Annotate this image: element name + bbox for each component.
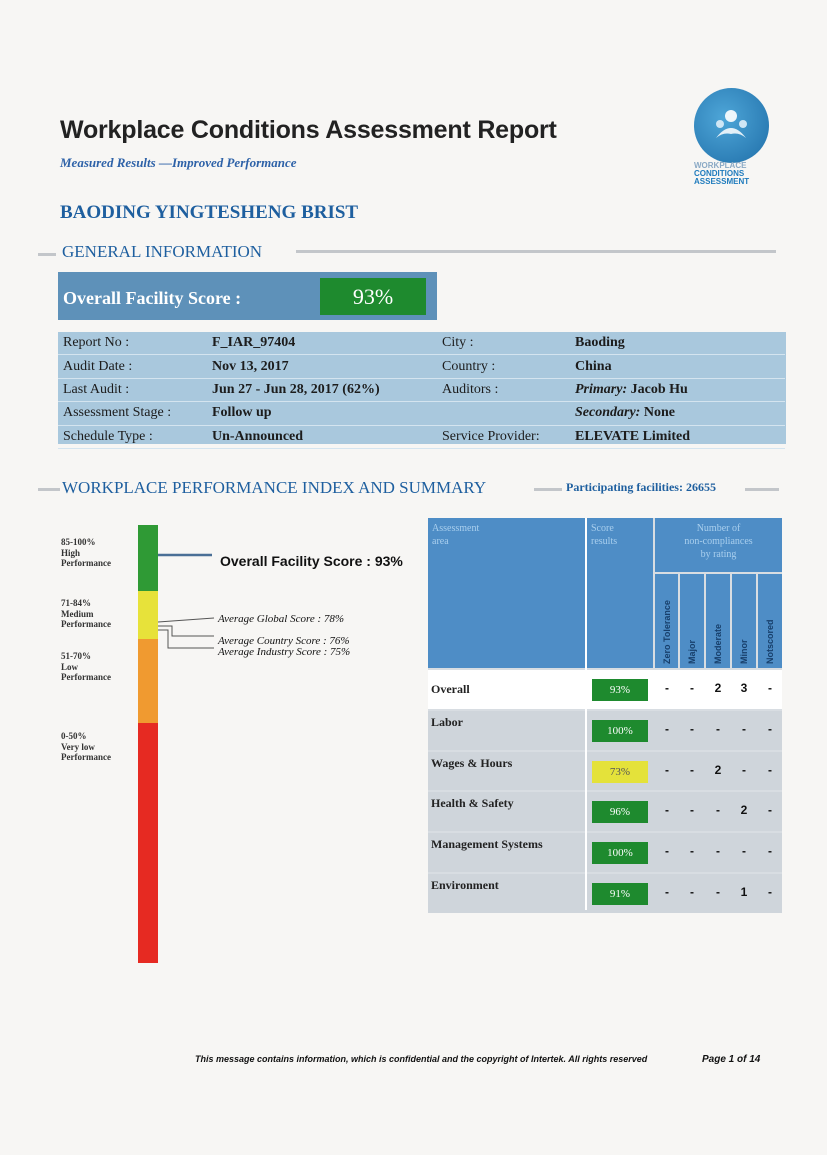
- area-label: Management Systems: [431, 837, 543, 852]
- area-label: Overall: [431, 682, 470, 696]
- info-label: Country :: [437, 355, 570, 378]
- score-pill: 73%: [592, 761, 648, 783]
- info-value: [570, 402, 785, 425]
- divider: [745, 488, 779, 491]
- header-line: by rating: [700, 549, 737, 560]
- info-label: Assessment Stage :: [58, 402, 207, 425]
- info-label: [437, 402, 570, 425]
- nc-count: 2: [714, 762, 722, 777]
- average-country-score: Average Country Score : 76%: [218, 635, 350, 647]
- info-value: Follow up: [207, 402, 437, 425]
- header-line: Assessment: [432, 523, 480, 534]
- info-label: Service Provider:: [437, 425, 570, 448]
- nc-count: 1: [740, 885, 748, 899]
- area-label: Wages & Hours: [431, 755, 513, 770]
- rating-header: [732, 574, 756, 668]
- nc-count: -: [768, 885, 772, 899]
- band-range: 85-100%: [61, 537, 96, 547]
- nc-count: -: [665, 803, 669, 818]
- nc-count: 2: [706, 681, 730, 695]
- info-value: [570, 378, 785, 401]
- nc-count: -: [690, 885, 694, 899]
- nc-count: -: [768, 721, 772, 736]
- nc-count: -: [690, 844, 694, 859]
- score-pill: 96%: [592, 801, 648, 823]
- info-value: ELEVATE Limited: [570, 425, 785, 448]
- nc-count: -: [758, 681, 782, 695]
- logo-text: [694, 162, 774, 186]
- rating-header: [706, 574, 730, 668]
- rating-label: Minor: [739, 639, 749, 664]
- rating-label: Moderate: [713, 623, 723, 664]
- nc-count: -: [690, 721, 694, 736]
- logo-text-line: CONDITIONS: [694, 169, 745, 178]
- copyright-notice: This message contains information, which is confidential and the copyright of Intertek. All rights reserved: [195, 1054, 648, 1064]
- nc-count: -: [768, 844, 772, 859]
- report-title: Workplace Conditions Assessment Report: [60, 116, 557, 144]
- area-label: Environment: [431, 878, 499, 892]
- nc-count: -: [768, 803, 772, 818]
- header-line: non-compliances: [684, 536, 753, 547]
- nc-count: -: [665, 844, 669, 859]
- rating-label: Notscored: [765, 619, 775, 664]
- band-text: Performance: [61, 672, 111, 682]
- info-value: F_IAR_97404: [207, 332, 437, 355]
- nc-header-text: [655, 518, 782, 561]
- table-row: [58, 402, 785, 425]
- score-header-text: [587, 518, 653, 548]
- band-low-bar: [138, 639, 158, 723]
- score-pill: 100%: [592, 720, 648, 742]
- band-label: [61, 598, 111, 630]
- area-label: Health & Safety: [431, 796, 514, 811]
- info-value: Baoding: [570, 332, 785, 355]
- rating-header: [680, 574, 704, 668]
- band-text: Performance: [61, 558, 111, 568]
- nc-count: -: [690, 762, 694, 777]
- nc-count: 2: [740, 803, 748, 818]
- rating-label: Zero Tolerance: [661, 600, 672, 664]
- overall-score-marker-label: Overall Facility Score : 93%: [220, 553, 403, 569]
- divider: [534, 488, 562, 491]
- nc-count: -: [742, 721, 746, 736]
- band-label: [61, 537, 111, 569]
- nc-count: -: [742, 762, 746, 777]
- rating-header: [655, 574, 678, 668]
- overall-score-value: 93%: [320, 278, 426, 315]
- divider: [296, 250, 776, 253]
- nc-count: -: [716, 721, 720, 736]
- band-text: Medium: [61, 608, 94, 619]
- info-value: China: [570, 355, 785, 378]
- header-line: area: [432, 536, 449, 547]
- nc-count: -: [768, 762, 772, 777]
- info-value: Un-Announced: [207, 425, 437, 448]
- nc-count: -: [665, 721, 669, 736]
- band-medium-bar: [138, 591, 158, 639]
- auditor-role: Primary:: [575, 381, 628, 397]
- band-text: Very low: [61, 741, 95, 752]
- logo-text-line: ASSESSMENT: [694, 177, 750, 186]
- info-label: Schedule Type :: [58, 425, 207, 448]
- nc-count: -: [716, 844, 720, 859]
- general-info-heading: GENERAL INFORMATION: [62, 242, 263, 261]
- divider: [38, 488, 60, 491]
- band-label: [61, 731, 111, 763]
- logo-text-line: WORKPLACE: [694, 161, 747, 170]
- wpi-heading: WORKPLACE PERFORMANCE INDEX AND SUMMARY: [62, 478, 487, 497]
- area-header-text: [428, 518, 585, 548]
- info-label: Last Audit :: [58, 378, 207, 401]
- report-subtitle: Measured Results —Improved Performance: [60, 155, 297, 170]
- nc-count: -: [716, 885, 720, 899]
- average-industry-score: Average Industry Score : 75%: [218, 646, 351, 658]
- auditor-name: Jacob Hu: [630, 381, 688, 397]
- band-high-bar: [138, 525, 158, 591]
- info-label: City :: [437, 332, 570, 355]
- table-row: [58, 355, 785, 378]
- nc-count: -: [665, 885, 669, 899]
- page-number: Page 1 of 14: [702, 1054, 761, 1065]
- nc-count: -: [680, 681, 704, 695]
- average-global-score: Average Global Score : 78%: [218, 613, 345, 625]
- nc-count: 3: [732, 681, 756, 695]
- company-name: BAODING YINGTESHENG BRIST: [60, 202, 359, 223]
- column-divider: [585, 518, 587, 910]
- participating-facilities: Participating facilities: 26655: [566, 480, 716, 494]
- band-range: 71-84%: [61, 598, 91, 608]
- overall-score-label: Overall Facility Score :: [63, 288, 242, 308]
- nc-count: -: [690, 803, 694, 818]
- band-range: 0-50%: [61, 731, 87, 741]
- info-value: Nov 13, 2017: [207, 355, 437, 378]
- band-text: High: [61, 547, 81, 558]
- score-pill: 91%: [592, 883, 648, 905]
- band-text: Low: [61, 661, 79, 672]
- general-info-table: [58, 332, 785, 449]
- score-pill: 93%: [592, 679, 648, 701]
- table-row: [58, 378, 785, 401]
- band-text: Performance: [61, 752, 111, 762]
- band-very-low-bar: [138, 723, 158, 963]
- nc-header: [655, 518, 782, 572]
- auditor-role: Secondary:: [575, 405, 641, 421]
- score-pill: 100%: [592, 842, 648, 864]
- area-header: [428, 518, 585, 668]
- info-value: Jun 27 - Jun 28, 2017 (62%): [207, 378, 437, 401]
- nc-count: -: [742, 844, 746, 859]
- rating-label: Major: [687, 639, 697, 664]
- info-label: Audit Date :: [58, 355, 207, 378]
- wca-logo-icon: [694, 88, 769, 163]
- header-line: results: [591, 536, 618, 547]
- info-label: Auditors :: [437, 378, 570, 401]
- divider: [38, 253, 56, 256]
- nc-count: -: [716, 803, 720, 818]
- band-range: 51-70%: [61, 651, 91, 661]
- header-line: Score: [591, 523, 614, 534]
- table-row: [58, 425, 785, 448]
- header-line: Number of: [696, 523, 741, 534]
- auditor-name: None: [643, 405, 675, 421]
- band-text: Performance: [61, 619, 111, 629]
- nc-count: -: [665, 762, 669, 777]
- score-header: [587, 518, 653, 668]
- area-label: Labor: [431, 714, 464, 729]
- band-label: [61, 651, 111, 683]
- table-row: [58, 332, 785, 355]
- nc-count: -: [655, 681, 679, 695]
- rating-header: [758, 574, 782, 668]
- info-label: Report No :: [58, 332, 207, 355]
